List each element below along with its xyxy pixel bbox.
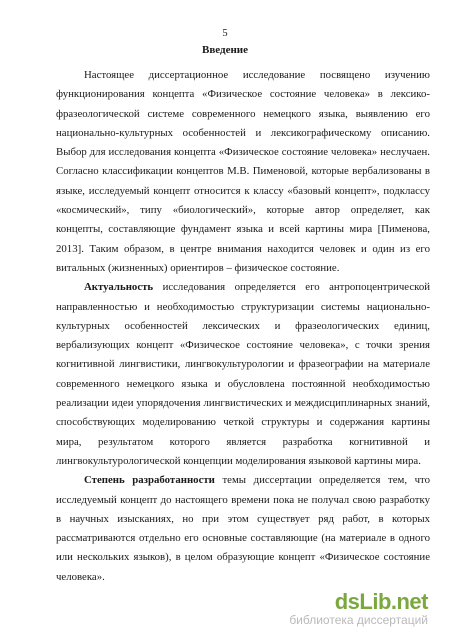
paragraph-development-lead: Степень разработанности bbox=[84, 474, 215, 487]
paragraph-relevance-lead: Актуальность bbox=[84, 281, 154, 294]
watermark bbox=[289, 591, 428, 627]
page-number: 5 bbox=[222, 28, 228, 39]
section-heading: Введение bbox=[201, 44, 249, 56]
body-text bbox=[56, 66, 430, 587]
paragraph-intro bbox=[56, 66, 430, 278]
paragraph-development-text: темы диссертации определяется тем, что исследуемый концепт до настоящего времени пока не получал свою разработку в научных изысканиях, но при этом существует ряд работ, в которых рассматриваются отдельно его основные составляющие (на материале в одного или нескольких языков), в целом образующие концепт «Физическое состояние человека». bbox=[56, 474, 430, 583]
paragraph-relevance bbox=[56, 278, 430, 471]
paragraph-intro-text: Настоящее диссертационное исследование посвящено изучению функционирования концепта «Физическое состояние человека» в лексико-фразеологической системе современного немецкого языка, выявлению его национально-культурных особенностей и лексикографическому описанию. Выбор для исследования концепта «Физическое состояние человека» неслучаен. Согласно классификации концептов М.В. Пименовой, которые вербализованы в языке, исследуемый концепт относится к классу «базовый концепт», подклассу «космический», типу «биологический», которые автор определяет, как концепты, составляющие фундамент языка и всей картины мира [Пименова, 2013]. Таким образом, в центре внимания находится человек и один из его витальных (жизненных) ориентиров – физическое состояние. bbox=[56, 69, 430, 274]
watermark-subtitle: библиотека диссертаций bbox=[289, 613, 428, 627]
watermark-logo: dsLib.net bbox=[334, 589, 428, 614]
paragraph-development bbox=[56, 471, 430, 587]
paragraph-relevance-text: исследования определяется его антропоцентрической направленностью и необходимостью структуризации системы национально-культурных особенностей лексических и фразеологических единиц, вербализующих концепт «Физическое состояние человека», с точки зрения когнитивной лингвистики, лингвокультурологии и фразеографии на материале современного немецкого языка и обусловлена постоянной необходимостью реализации идеи упорядочения лингвистических и междисциплинарных знаний, способствующих моделированию четкой структуры и содержания картины мира, результатом которого является разработка когнитивной и лингвокультурологической концепции моделирования языковой картины мира. bbox=[56, 281, 430, 467]
